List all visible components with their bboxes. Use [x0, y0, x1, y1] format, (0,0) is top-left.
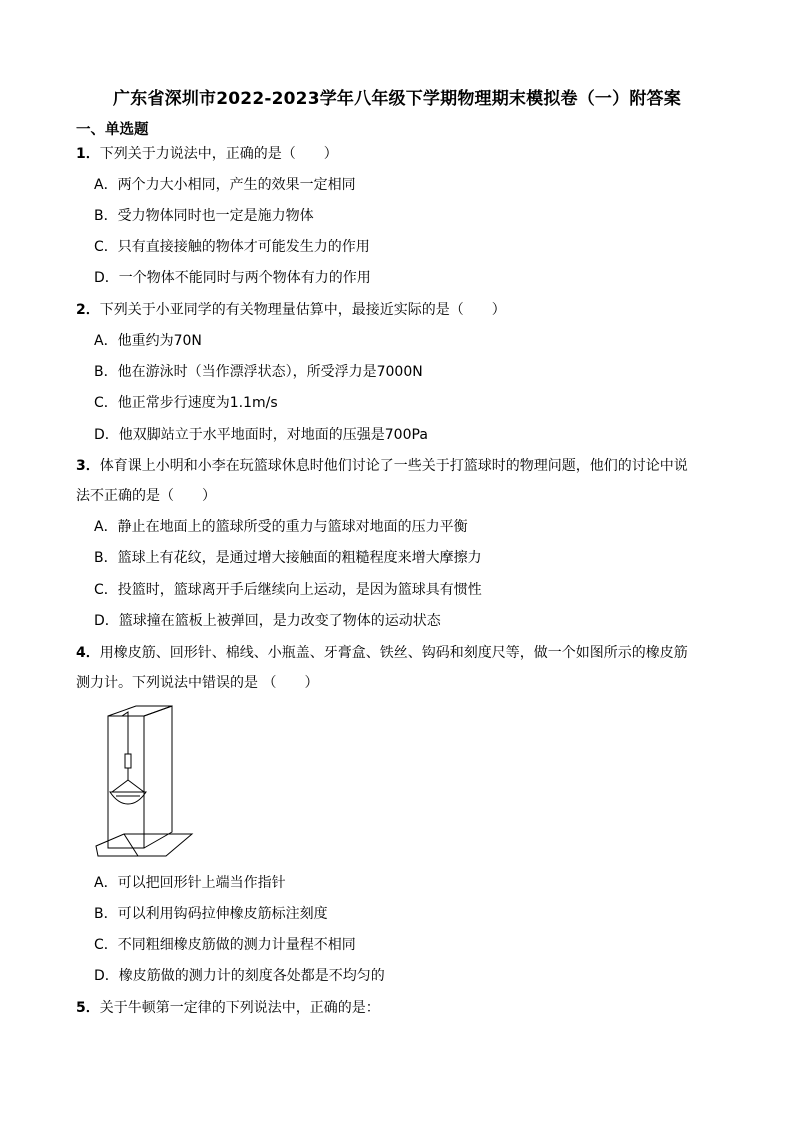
- question-1-option-d: D．一个物体不能同时与两个物体有力的作用: [94, 270, 371, 286]
- box-top: [108, 706, 172, 716]
- question-number: 4．: [76, 645, 100, 661]
- question-1-option-b: B．受力物体同时也一定是施力物体: [94, 208, 314, 224]
- section-heading: 一、单选题: [76, 122, 149, 138]
- question-3-option-c: C．投篮时，篮球离开手后继续向上运动，是因为篮球具有惯性: [94, 582, 482, 598]
- question-5-stem: [76, 999, 380, 1017]
- question-4-option-c: C．不同粗细橡皮筋做的测力计量程不相同: [94, 937, 356, 953]
- question-4-stem-continued: 测力计。下列说法中错误的是 （ ）: [76, 675, 319, 691]
- question-text: 用橡皮筋、回形针、棉线、小瓶盖、牙膏盒、铁丝、钩码和刻度尺等，做一个如图所示的橡皮筋: [99, 645, 688, 661]
- question-text: 体育课上小明和小李在玩篮球休息时他们讨论了一些关于打篮球时的物理问题，他们的讨论中说: [99, 458, 688, 474]
- question-3-option-b: B．篮球上有花纹，是通过增大接触面的粗糙程度来增大摩擦力: [94, 550, 482, 566]
- question-2-option-d: D．他双脚站立于水平地面时，对地面的压强是700Pa: [94, 427, 428, 443]
- box-side: [144, 706, 172, 848]
- question-2-stem: [76, 301, 506, 319]
- question-4-option-b: B．可以利用钩码拉伸橡皮筋标注刻度: [94, 906, 328, 922]
- question-text: 下列关于小亚同学的有关物理量估算中，最接近实际的是（ ）: [99, 302, 506, 318]
- question-2-option-b: B．他在游泳时（当作漂浮状态），所受浮力是7000N: [94, 364, 423, 380]
- question-number: 1．: [76, 146, 100, 162]
- question-4-stem: [76, 644, 688, 662]
- question-number: 3．: [76, 458, 100, 474]
- question-3-option-d: D．篮球撞在篮板上被弹回，是力改变了物体的运动状态: [94, 613, 441, 629]
- question-1-option-a: A．两个力大小相同，产生的效果一定相同: [94, 177, 356, 193]
- question-3-option-a: A．静止在地面上的篮球所受的重力与篮球对地面的压力平衡: [94, 519, 468, 535]
- question-4-option-a: A．可以把回形针上端当作指针: [94, 875, 286, 891]
- paper-clip: [125, 754, 131, 768]
- question-3-stem-continued: 法不正确的是（ ）: [76, 488, 216, 504]
- document-title: 广东省深圳市2022-2023学年八年级下学期物理期末模拟卷（一）附答案: [113, 89, 681, 109]
- question-1-option-c: C．只有直接接触的物体才可能发生力的作用: [94, 239, 370, 255]
- bottle-cap: [110, 792, 146, 804]
- question-text: 下列关于力说法中，正确的是（ ）: [99, 146, 338, 162]
- question-2-option-c: C．他正常步行速度为1.1m/s: [94, 395, 278, 411]
- rubber-band-force-meter-figure: [92, 702, 196, 862]
- question-1-stem: [76, 145, 338, 163]
- question-number: 2．: [76, 302, 100, 318]
- question-4-option-d: D．橡皮筋做的测力计的刻度各处都是不均匀的: [94, 968, 385, 984]
- question-3-stem: [76, 457, 688, 475]
- question-2-option-a: A．他重约为70N: [94, 333, 202, 349]
- question-number: 5．: [76, 1000, 100, 1016]
- question-text: 关于牛顿第一定律的下列说法中，正确的是：: [99, 1000, 380, 1016]
